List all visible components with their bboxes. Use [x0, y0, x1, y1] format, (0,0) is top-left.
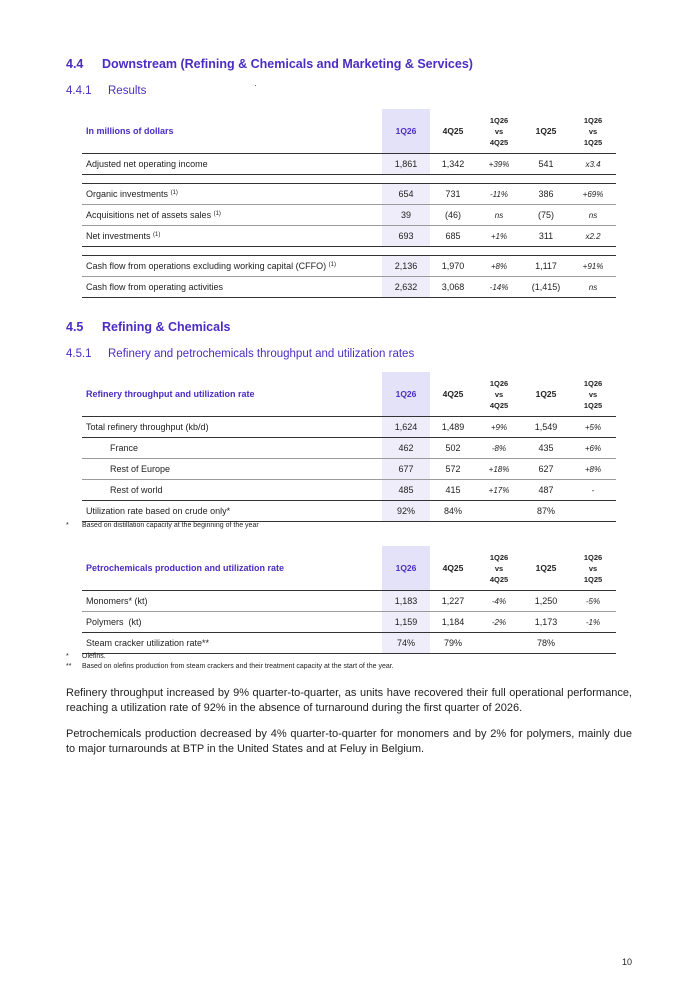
table-row [82, 226, 616, 247]
table-row [82, 417, 616, 438]
cell-1q25: 78% [536, 638, 555, 648]
cell-4q25: 572 [445, 464, 461, 474]
row-label: Rest of world [110, 485, 163, 495]
col-vs-1q25-header: 1Q26 vs 1Q25 [583, 115, 603, 147]
table-row [82, 277, 616, 298]
cell-vs-1q25 [570, 633, 616, 654]
table-row [82, 184, 616, 205]
cell-vs-1q25: - [591, 485, 595, 495]
section-title: Refinery and petrochemicals throughput and utilization rates [108, 348, 415, 360]
row-label: Cash flow from operations excluding working capital (CFFO) $^{(1)}$ [82, 256, 382, 277]
col-4q25-header: 4Q25 [442, 126, 464, 136]
cell-vs-1q25: ns [588, 282, 598, 292]
cell-vs-4q25: ns [494, 210, 504, 220]
table-label-header: In millions of dollars [86, 126, 174, 136]
col-4q25-header: 4Q25 [442, 563, 464, 573]
table-row [82, 256, 616, 277]
table-row [82, 501, 616, 522]
cell-vs-4q25: -8% [491, 443, 507, 453]
col-1q26-header: 1Q26 [382, 109, 430, 154]
col-vs-4q25-header: 1Q26 vs 4Q25 [489, 115, 509, 147]
stray-dot [255, 85, 256, 86]
cell-1q26: 654 [382, 184, 430, 205]
section-number: 4.5.1 [66, 348, 92, 360]
cell-1q26: 74% [382, 633, 430, 654]
cell-vs-1q25 [570, 501, 616, 522]
row-label: Organic investments $^{(1)}$ [82, 184, 382, 205]
page-number: 10 [622, 957, 633, 967]
footnote: ** Based on olefins production from steam crackers and their treatment capacity at the start of the year. [66, 663, 394, 670]
cell-vs-1q25: +69% [570, 184, 616, 205]
section-heading-4-5 [66, 320, 231, 334]
section-title: Results [108, 85, 147, 97]
row-label: Monomers* (kt) [86, 596, 148, 606]
section-heading-4-5-1 [66, 348, 414, 360]
row-label: Acquisitions net of assets sales $^{(1)}$ [86, 210, 221, 220]
section-number: 4.5 [66, 320, 84, 334]
footnote: * Based on distillation capacity at the beginning of the year [66, 522, 259, 529]
cell-1q26: 1,861 [382, 154, 430, 175]
cell-vs-4q25: +17% [488, 485, 510, 495]
col-4q25-header: 4Q25 [442, 389, 464, 399]
petrochemicals-production-table [82, 546, 616, 654]
col-vs-4q25-header: 1Q26 vs 4Q25 [489, 378, 509, 410]
cell-1q26: 1,624 [382, 417, 430, 438]
cell-1q26: 485 [382, 480, 430, 501]
cell-vs-1q25: -5% [585, 596, 601, 606]
section-number: 4.4.1 [66, 85, 92, 97]
table-row [82, 459, 616, 480]
col-vs-4q25-header: 1Q26 vs 4Q25 [489, 552, 509, 584]
cell-1q25: 386 [522, 184, 570, 205]
cell-4q25: 1,227 [441, 596, 465, 606]
row-label: Total refinery throughput (kb/d) [86, 422, 209, 432]
col-1q25-header: 1Q25 [535, 126, 557, 136]
table-row [82, 480, 616, 501]
cell-4q25: 79% [443, 638, 462, 648]
cell-vs-4q25: -4% [491, 596, 507, 606]
downstream-results-table [82, 109, 616, 298]
cell-vs-1q25: x3.4 [585, 159, 601, 169]
cell-4q25: 415 [445, 485, 461, 495]
refinery-throughput-table [82, 372, 616, 522]
cell-1q25: 87% [536, 506, 555, 516]
cell-vs-4q25: -11% [476, 184, 522, 205]
row-label: Adjusted net operating income [86, 159, 208, 169]
cell-vs-1q25: +5% [584, 422, 602, 432]
cell-vs-4q25: -2% [491, 617, 507, 627]
cell-1q26: 462 [382, 438, 430, 459]
cell-vs-1q25: +6% [584, 443, 602, 453]
cell-4q25: 502 [445, 443, 461, 453]
cell-vs-4q25: +9% [490, 422, 508, 432]
cell-4q25: 1,342 [441, 159, 465, 169]
cell-4q25: 1,184 [441, 617, 465, 627]
body-paragraph: Petrochemicals production decreased by 4% quarter-to-quarter for monomers and by 2% for polymers, mainly due to major turnarounds at BTP in the United States and at Feluy in Belgium. [66, 728, 632, 755]
cell-1q25: 627 [538, 464, 554, 474]
cell-1q25: 435 [538, 443, 554, 453]
table-row [82, 438, 616, 459]
cell-1q25: 1,173 [534, 617, 558, 627]
col-1q26-header: 1Q26 [382, 372, 430, 417]
table-row [82, 633, 616, 654]
section-title: Refining & Chemicals [102, 320, 231, 334]
table-label-header: Refinery throughput and utilization rate [86, 389, 255, 399]
cell-1q25: 311 [538, 231, 554, 241]
section-title: Downstream (Refining & Chemicals and Marketing & Services) [102, 57, 473, 71]
cell-1q25: (1,415) [531, 282, 561, 292]
cell-vs-4q25: +18% [488, 464, 510, 474]
cell-1q25: (75) [537, 210, 554, 220]
body-paragraph: Refinery throughput increased by 9% quarter-to-quarter, as units have recovered their full operational performance, reaching a utilization rate of 92% in the absence of turnaround during the first quarter of 2026. [66, 687, 632, 714]
cell-vs-4q25: -14% [489, 282, 509, 292]
cell-1q25: 1,250 [534, 596, 558, 606]
cell-vs-4q25 [476, 633, 522, 654]
cell-4q25: (46) [444, 210, 461, 220]
footnote: * Olefins. [66, 653, 106, 660]
row-label: Net investments $^{(1)}$ [86, 231, 161, 241]
col-vs-1q25-header: 1Q26 vs 1Q25 [583, 552, 603, 584]
cell-1q25: 487 [538, 485, 554, 495]
cell-4q25: 731 [430, 184, 476, 205]
cell-4q25: 84% [443, 506, 462, 516]
cell-1q26: 1,183 [382, 591, 430, 612]
col-1q25-header: 1Q25 [535, 389, 557, 399]
col-1q25-header: 1Q25 [535, 563, 557, 573]
cell-1q26: 1,159 [382, 612, 430, 633]
table-row [82, 591, 616, 612]
cell-1q26: 693 [382, 226, 430, 247]
cell-1q26: 677 [382, 459, 430, 480]
section-number: 4.4 [66, 57, 84, 71]
cell-1q26: 2,136 [382, 256, 430, 277]
cell-vs-1q25: +91% [570, 256, 616, 277]
col-1q26-header: 1Q26 [382, 546, 430, 591]
section-heading-4-4-1 [66, 85, 146, 97]
section-heading-4-4 [66, 57, 473, 71]
row-label: Cash flow from operating activities [86, 282, 224, 292]
cell-vs-1q25: +8% [584, 464, 602, 474]
cell-vs-4q25: +1% [490, 231, 508, 241]
cell-4q25: 1,970 [430, 256, 476, 277]
cell-vs-4q25: +39% [488, 159, 510, 169]
table-label-header: Petrochemicals production and utilization rate [86, 563, 285, 573]
cell-1q26: 92% [382, 501, 430, 522]
cell-4q25: 3,068 [441, 282, 465, 292]
table-row [82, 205, 616, 226]
cell-vs-1q25: ns [588, 210, 598, 220]
row-label: Utilization rate based on crude only* [86, 506, 231, 516]
table-row [82, 154, 616, 175]
cell-vs-4q25 [476, 501, 522, 522]
cell-vs-1q25: x2.2 [585, 231, 601, 241]
table-row [82, 612, 616, 633]
row-label: France [110, 443, 139, 453]
row-label: Steam cracker utilization rate** [86, 638, 210, 648]
cell-4q25: 1,489 [441, 422, 465, 432]
cell-4q25: 685 [445, 231, 461, 241]
cell-1q25: 1,549 [534, 422, 558, 432]
cell-vs-4q25: +8% [476, 256, 522, 277]
row-label: Rest of Europe [110, 464, 171, 474]
col-vs-1q25-header: 1Q26 vs 1Q25 [583, 378, 603, 410]
cell-1q26: 2,632 [382, 277, 430, 298]
cell-vs-1q25: -1% [585, 617, 601, 627]
cell-1q25: 1,117 [522, 256, 570, 277]
cell-1q26: 39 [382, 205, 430, 226]
cell-1q25: 541 [538, 159, 554, 169]
row-label: Polymers (kt) [86, 617, 142, 627]
